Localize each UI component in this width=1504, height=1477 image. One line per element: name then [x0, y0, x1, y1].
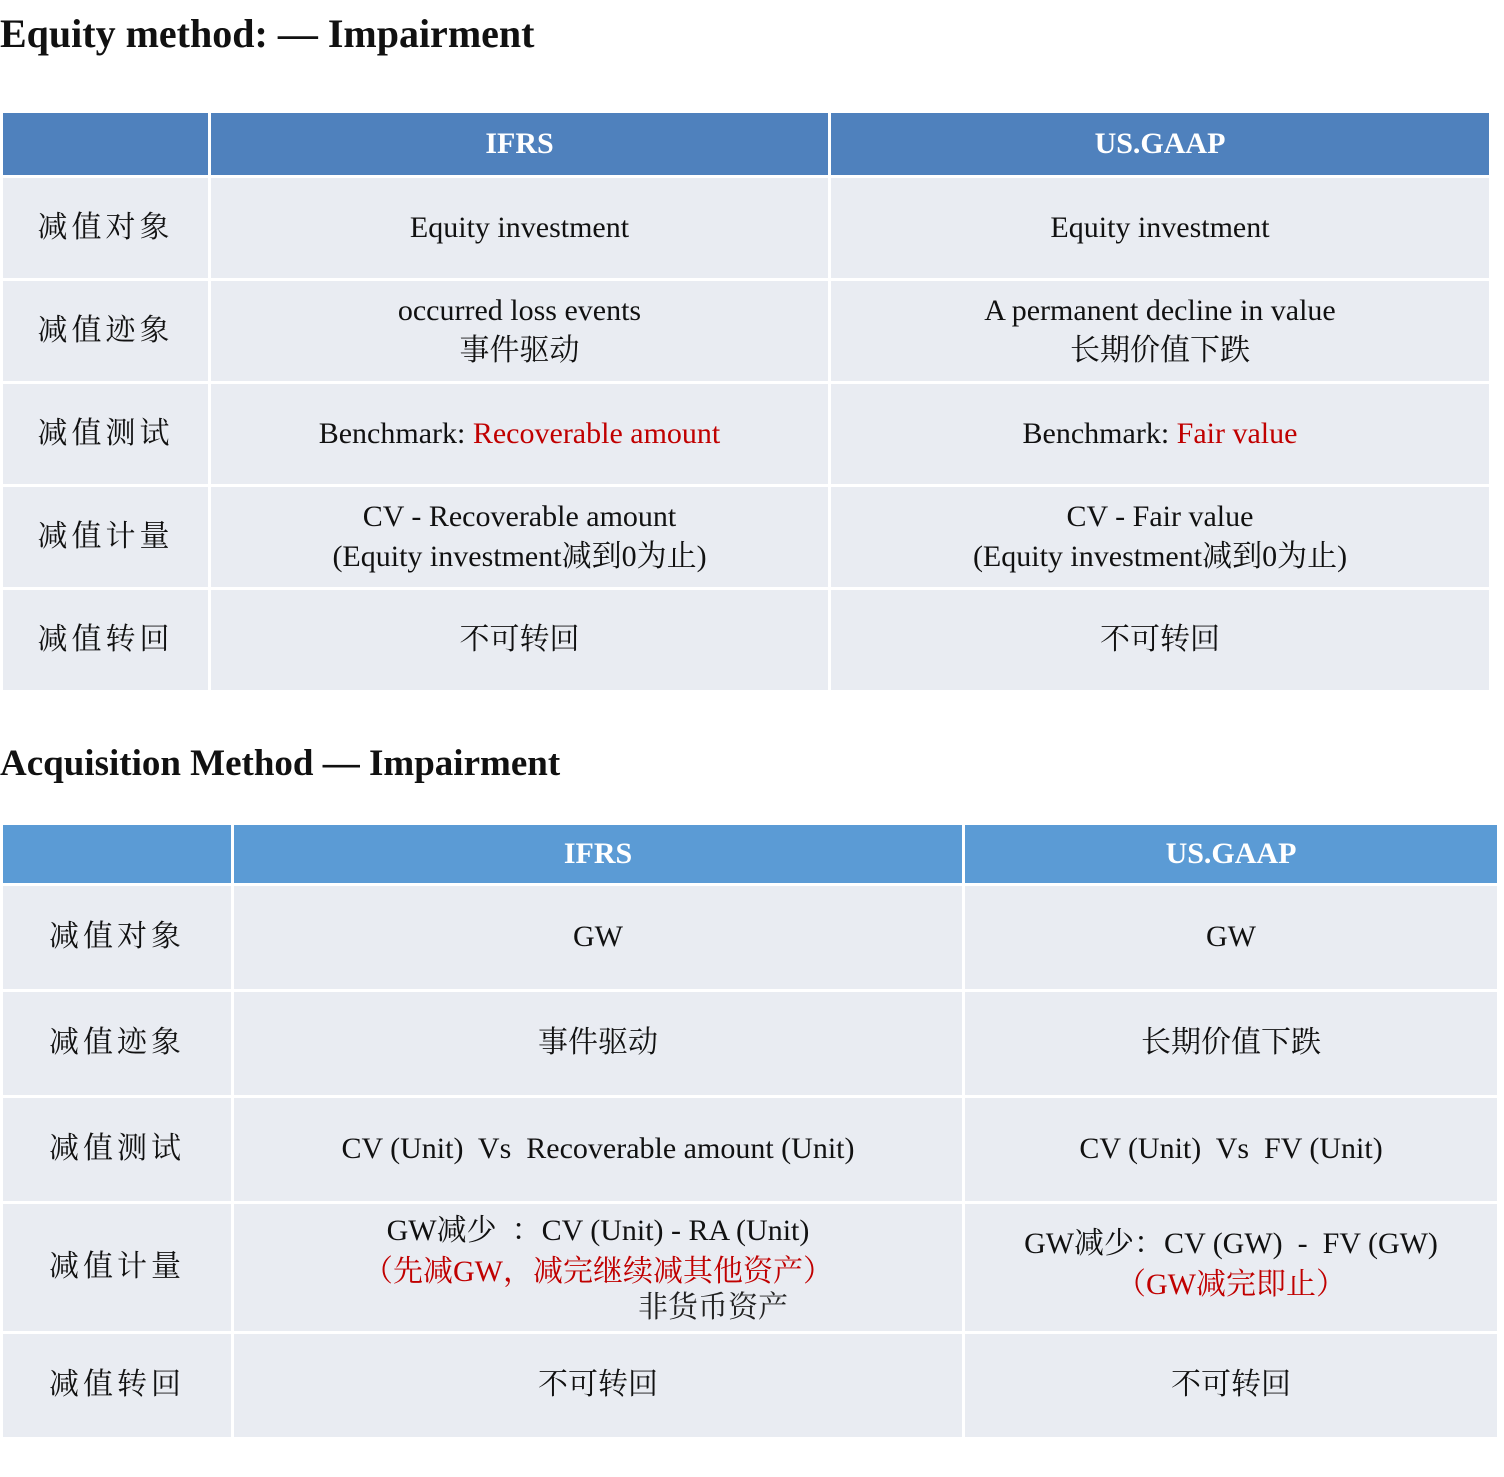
cell-line: CV (Unit) Vs FV (Unit): [1079, 1132, 1383, 1166]
row-label: 减值测试: [3, 1098, 231, 1201]
cell-line: 不可转回: [1100, 622, 1220, 656]
section-title-equity-method: Equity method: — Impairment: [0, 11, 535, 56]
row-label: 减值测试: [3, 384, 208, 484]
cell-line: 事件驱动: [459, 334, 580, 367]
cell-line: CV - Recoverable amount: [362, 499, 677, 533]
benchmark-value: Fair value: [1176, 416, 1298, 450]
cell-line: 事件驱动: [538, 1026, 658, 1060]
table-row: [3, 1098, 1497, 1201]
cell-line: CV (Unit) Vs Recoverable amount (Unit): [341, 1132, 855, 1166]
ifrs-cell: [211, 487, 828, 587]
cell-line: A permanent decline in value: [984, 293, 1336, 327]
cell-note: 非货币资产: [638, 1291, 788, 1325]
acquisition-method-impairment-table: [0, 822, 1500, 1440]
gaap-cell: [831, 590, 1489, 690]
cell-line: 不可转回: [1171, 1368, 1291, 1402]
ifrs-cell: [234, 992, 962, 1095]
gaap-cell: [831, 281, 1489, 381]
cell-line-red: （先减GW，减完继续减其他资产）: [363, 1254, 833, 1288]
cell-line: Equity investment: [1050, 210, 1270, 244]
cell-line: 长期价值下跌: [1141, 1026, 1321, 1060]
header-corner: [3, 113, 208, 175]
table-header-row: [3, 113, 1489, 175]
cell-line: 不可转回: [538, 1368, 658, 1402]
ifrs-cell: [211, 178, 828, 278]
gaap-cell: [831, 487, 1489, 587]
table-row: [3, 487, 1489, 587]
table-row: [3, 590, 1489, 690]
benchmark-label: Benchmark:: [318, 416, 473, 450]
table-row: [3, 384, 1489, 484]
header-ifrs: IFRS: [211, 113, 828, 175]
row-label: 减值计量: [3, 487, 208, 587]
ifrs-cell: [234, 886, 962, 989]
gaap-cell: [965, 1204, 1497, 1331]
table-row: [3, 1334, 1497, 1437]
section-title-acquisition-method: Acquisition Method — Impairment: [0, 743, 561, 784]
ifrs-cell: [234, 1098, 962, 1201]
gaap-cell: [965, 886, 1497, 989]
row-label: 减值转回: [3, 590, 208, 690]
gaap-cell: [965, 1334, 1497, 1437]
ifrs-cell: [234, 1334, 962, 1437]
table-row: [3, 992, 1497, 1095]
table-row: [3, 1204, 1497, 1331]
benchmark-label: Benchmark:: [1022, 416, 1177, 450]
table-header-row: [3, 825, 1497, 883]
cell-line: CV - Fair value: [1066, 499, 1254, 533]
equity-method-impairment-table: [0, 110, 1492, 693]
row-label: 减值对象: [3, 886, 231, 989]
cell-line: GW: [1206, 920, 1256, 954]
gaap-cell: [965, 992, 1497, 1095]
row-label: 减值迹象: [3, 992, 231, 1095]
header-corner: [3, 825, 231, 883]
row-label: 减值对象: [3, 178, 208, 278]
gaap-cell: [965, 1098, 1497, 1201]
header-us-gaap: US.GAAP: [965, 825, 1497, 883]
table-row: [3, 178, 1489, 278]
ifrs-cell: [211, 590, 828, 690]
cell-line: 长期价值下跌: [1070, 334, 1250, 367]
ifrs-cell: [211, 384, 828, 484]
cell-line: Equity investment: [409, 210, 630, 244]
benchmark-value: Recoverable amount: [472, 416, 721, 450]
gaap-cell: [831, 178, 1489, 278]
header-us-gaap: US.GAAP: [831, 113, 1489, 175]
cell-line: GW: [573, 920, 623, 954]
cell-line: occurred loss events: [397, 293, 642, 327]
header-ifrs: IFRS: [234, 825, 962, 883]
cell-line: 不可转回: [459, 622, 580, 656]
table-row: [3, 886, 1497, 989]
table-row: [3, 281, 1489, 381]
cell-line: GW减少 ：CV (Unit) - RA (Unit): [386, 1214, 810, 1248]
ifrs-cell: [211, 281, 828, 381]
cell-line: (Equity investment减到0为止): [332, 540, 707, 573]
row-label: 减值计量: [3, 1204, 231, 1331]
row-label: 减值转回: [3, 1334, 231, 1437]
cell-line-red: （GW减完即止）: [1116, 1267, 1346, 1301]
cell-line: GW减少：CV (GW) - FV (GW): [1024, 1227, 1438, 1260]
row-label: 减值迹象: [3, 281, 208, 381]
cell-line: (Equity investment减到0为止): [972, 540, 1348, 573]
ifrs-cell: [234, 1204, 962, 1331]
gaap-cell: [831, 384, 1489, 484]
